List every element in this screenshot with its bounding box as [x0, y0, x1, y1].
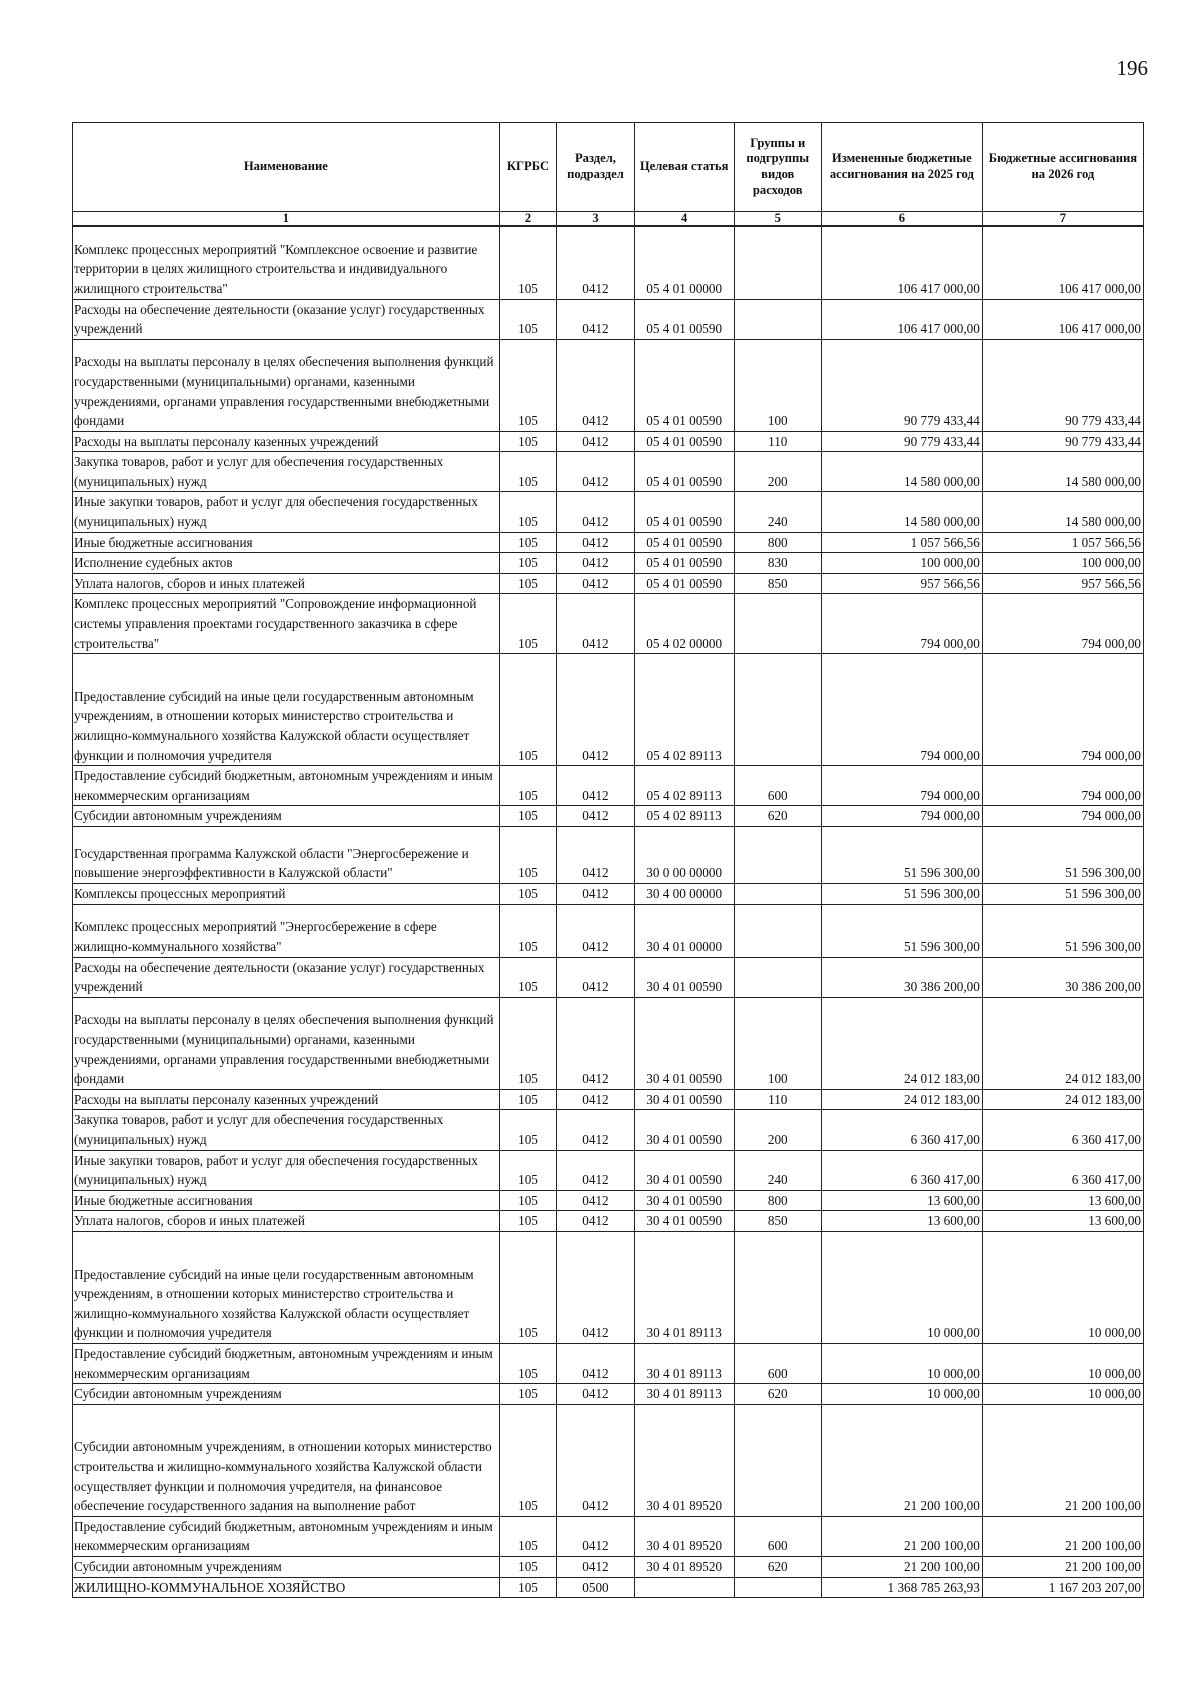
row-kgrbs: 105 — [499, 806, 557, 827]
row-amount-2026: 51 596 300,00 — [982, 904, 1143, 957]
row-target-article: 05 4 02 89113 — [634, 766, 734, 806]
row-kgrbs: 105 — [499, 1343, 557, 1383]
row-amount-2025: 10 000,00 — [821, 1231, 982, 1343]
row-target-article: 30 4 01 89520 — [634, 1556, 734, 1577]
row-name: Иные бюджетные ассигнования — [73, 532, 500, 553]
row-name: Предоставление субсидий бюджетным, автономным учреждениям и иным некоммерческим организациям — [73, 1516, 500, 1556]
row-amount-2025: 100 000,00 — [821, 553, 982, 574]
row-section: 0412 — [557, 957, 634, 997]
row-section: 0412 — [557, 1089, 634, 1110]
row-amount-2025: 24 012 183,00 — [821, 997, 982, 1089]
row-name: Иные закупки товаров, работ и услуг для обеспечения государственных (муниципальных) нужд — [73, 1150, 500, 1190]
row-amount-2026: 90 779 433,44 — [982, 431, 1143, 452]
row-expense-group — [734, 299, 821, 339]
row-expense-group: 800 — [734, 532, 821, 553]
row-name: Комплексы процессных мероприятий — [73, 884, 500, 905]
row-section: 0412 — [557, 1231, 634, 1343]
row-amount-2026: 106 417 000,00 — [982, 226, 1143, 299]
row-name: Предоставление субсидий на иные цели государственным автономным учреждениям, в отношении которых министерство строительства и жилищно-коммунального хозяйства Калужской области осуществляет функции и полномочия учредителя — [73, 654, 500, 766]
row-section: 0412 — [557, 1190, 634, 1211]
row-target-article: 05 4 01 00590 — [634, 573, 734, 594]
table-row — [73, 1150, 1144, 1190]
row-name: Субсидии автономным учреждениям, в отношении которых министерство строительства и жилищно-коммунального хозяйства Калужской области осуществляет функции и полномочия учредителя, на финансовое обеспечение государственного задания на выполнение работ — [73, 1404, 500, 1516]
row-target-article: 05 4 01 00590 — [634, 431, 734, 452]
row-amount-2026: 30 386 200,00 — [982, 957, 1143, 997]
budget-table — [72, 122, 1144, 1598]
row-amount-2025: 106 417 000,00 — [821, 226, 982, 299]
row-kgrbs: 105 — [499, 766, 557, 806]
table-row — [73, 553, 1144, 574]
row-section: 0412 — [557, 884, 634, 905]
table-row — [73, 1110, 1144, 1150]
table-row — [73, 452, 1144, 492]
row-amount-2026: 1 167 203 207,00 — [982, 1577, 1143, 1598]
row-section: 0412 — [557, 1404, 634, 1516]
row-kgrbs: 105 — [499, 452, 557, 492]
row-amount-2025: 13 600,00 — [821, 1211, 982, 1232]
row-amount-2025: 14 580 000,00 — [821, 452, 982, 492]
row-section: 0412 — [557, 904, 634, 957]
row-expense-group: 620 — [734, 1556, 821, 1577]
row-amount-2026: 24 012 183,00 — [982, 997, 1143, 1089]
row-section: 0412 — [557, 431, 634, 452]
row-target-article: 05 4 01 00590 — [634, 452, 734, 492]
table-row — [73, 654, 1144, 766]
table-body — [73, 226, 1144, 1598]
row-name: Иные бюджетные ассигнования — [73, 1190, 500, 1211]
row-amount-2026: 794 000,00 — [982, 766, 1143, 806]
row-amount-2025: 794 000,00 — [821, 806, 982, 827]
col-number: 7 — [982, 212, 1143, 227]
col-header-section: Раздел, подраздел — [557, 123, 634, 212]
row-section: 0412 — [557, 492, 634, 532]
row-target-article: 30 4 01 00590 — [634, 1211, 734, 1232]
row-kgrbs: 105 — [499, 1516, 557, 1556]
row-kgrbs: 105 — [499, 1384, 557, 1405]
row-section: 0412 — [557, 226, 634, 299]
row-expense-group: 600 — [734, 766, 821, 806]
row-target-article: 05 4 01 00000 — [634, 226, 734, 299]
row-section: 0412 — [557, 339, 634, 431]
row-amount-2026: 10 000,00 — [982, 1231, 1143, 1343]
row-amount-2025: 957 566,56 — [821, 573, 982, 594]
row-section: 0412 — [557, 452, 634, 492]
row-amount-2026: 13 600,00 — [982, 1190, 1143, 1211]
table-row — [73, 339, 1144, 431]
row-expense-group — [734, 884, 821, 905]
row-kgrbs: 105 — [499, 827, 557, 884]
row-amount-2026: 51 596 300,00 — [982, 827, 1143, 884]
row-section: 0412 — [557, 1516, 634, 1556]
row-name: Предоставление субсидий бюджетным, автономным учреждениям и иным некоммерческим организациям — [73, 766, 500, 806]
row-amount-2025: 10 000,00 — [821, 1343, 982, 1383]
row-name: Исполнение судебных актов — [73, 553, 500, 574]
row-amount-2026: 24 012 183,00 — [982, 1089, 1143, 1110]
col-header-group: Группы и подгруппы видов расходов — [734, 123, 821, 212]
row-target-article: 05 4 01 00590 — [634, 492, 734, 532]
row-section: 0412 — [557, 1384, 634, 1405]
row-name: Расходы на выплаты персоналу казенных учреждений — [73, 1089, 500, 1110]
row-kgrbs: 105 — [499, 997, 557, 1089]
row-expense-group: 200 — [734, 1110, 821, 1150]
row-expense-group: 800 — [734, 1190, 821, 1211]
row-amount-2025: 51 596 300,00 — [821, 884, 982, 905]
row-name: Комплекс процессных мероприятий "Сопровождение информационной системы управления проектами государственного заказчика в сфере строительства" — [73, 594, 500, 654]
table-row — [73, 1556, 1144, 1577]
row-expense-group: 850 — [734, 1211, 821, 1232]
row-expense-group: 240 — [734, 1150, 821, 1190]
row-expense-group: 100 — [734, 997, 821, 1089]
row-section: 0412 — [557, 594, 634, 654]
row-target-article: 05 4 02 89113 — [634, 654, 734, 766]
row-name: Закупка товаров, работ и услуг для обеспечения государственных (муниципальных) нужд — [73, 1110, 500, 1150]
table-row — [73, 1516, 1144, 1556]
row-kgrbs: 105 — [499, 884, 557, 905]
col-header-amount-2026: Бюджетные ассигнования на 2026 год — [982, 123, 1143, 212]
table-row — [73, 827, 1144, 884]
row-target-article: 30 4 01 89113 — [634, 1231, 734, 1343]
row-amount-2025: 10 000,00 — [821, 1384, 982, 1405]
row-section: 0412 — [557, 573, 634, 594]
column-number-row — [73, 212, 1144, 227]
row-amount-2026: 90 779 433,44 — [982, 339, 1143, 431]
row-amount-2025: 21 200 100,00 — [821, 1516, 982, 1556]
row-kgrbs: 105 — [499, 299, 557, 339]
row-kgrbs: 105 — [499, 492, 557, 532]
row-amount-2026: 14 580 000,00 — [982, 492, 1143, 532]
row-target-article — [634, 1577, 734, 1598]
table-row — [73, 1384, 1144, 1405]
table-row — [73, 299, 1144, 339]
row-amount-2025: 6 360 417,00 — [821, 1110, 982, 1150]
row-name: Государственная программа Калужской области "Энергосбережение и повышение энергоэффективности в Калужской области" — [73, 827, 500, 884]
table-row — [73, 431, 1144, 452]
table-row — [73, 884, 1144, 905]
row-name: Субсидии автономным учреждениям — [73, 1384, 500, 1405]
row-amount-2025: 90 779 433,44 — [821, 339, 982, 431]
row-expense-group — [734, 904, 821, 957]
row-amount-2025: 794 000,00 — [821, 766, 982, 806]
row-amount-2026: 21 200 100,00 — [982, 1516, 1143, 1556]
row-kgrbs: 105 — [499, 226, 557, 299]
row-expense-group — [734, 957, 821, 997]
row-expense-group: 240 — [734, 492, 821, 532]
row-kgrbs: 105 — [499, 1231, 557, 1343]
table-row — [73, 904, 1144, 957]
table-row — [73, 1343, 1144, 1383]
row-expense-group: 830 — [734, 553, 821, 574]
row-target-article: 30 4 01 89520 — [634, 1404, 734, 1516]
row-name: Уплата налогов, сборов и иных платежей — [73, 573, 500, 594]
row-section: 0412 — [557, 1110, 634, 1150]
row-target-article: 30 4 01 89113 — [634, 1384, 734, 1405]
row-expense-group — [734, 594, 821, 654]
table-row — [73, 1231, 1144, 1343]
table-row — [73, 766, 1144, 806]
row-amount-2025: 13 600,00 — [821, 1190, 982, 1211]
row-kgrbs: 105 — [499, 532, 557, 553]
table-row — [73, 1190, 1144, 1211]
row-expense-group — [734, 654, 821, 766]
row-amount-2025: 794 000,00 — [821, 594, 982, 654]
row-section: 0412 — [557, 1150, 634, 1190]
row-amount-2026: 106 417 000,00 — [982, 299, 1143, 339]
row-kgrbs: 105 — [499, 431, 557, 452]
col-header-name: Наименование — [73, 123, 500, 212]
table-row — [73, 226, 1144, 299]
row-name: Субсидии автономным учреждениям — [73, 806, 500, 827]
row-section: 0500 — [557, 1577, 634, 1598]
row-expense-group: 620 — [734, 1384, 821, 1405]
row-kgrbs: 105 — [499, 1211, 557, 1232]
row-amount-2025: 106 417 000,00 — [821, 299, 982, 339]
row-name: Предоставление субсидий на иные цели государственным автономным учреждениям, в отношении которых министерство строительства и жилищно-коммунального хозяйства Калужской области осуществляет функции и полномочия учредителя — [73, 1231, 500, 1343]
row-kgrbs: 105 — [499, 1150, 557, 1190]
row-kgrbs: 105 — [499, 553, 557, 574]
row-amount-2026: 1 057 566,56 — [982, 532, 1143, 553]
row-amount-2025: 90 779 433,44 — [821, 431, 982, 452]
row-section: 0412 — [557, 553, 634, 574]
row-amount-2026: 794 000,00 — [982, 806, 1143, 827]
table-row — [73, 573, 1144, 594]
row-amount-2026: 10 000,00 — [982, 1343, 1143, 1383]
col-number: 1 — [73, 212, 500, 227]
row-amount-2026: 6 360 417,00 — [982, 1110, 1143, 1150]
col-number: 2 — [499, 212, 557, 227]
row-kgrbs: 105 — [499, 594, 557, 654]
row-section: 0412 — [557, 997, 634, 1089]
row-amount-2025: 14 580 000,00 — [821, 492, 982, 532]
row-expense-group: 200 — [734, 452, 821, 492]
row-kgrbs: 105 — [499, 1089, 557, 1110]
table-row — [73, 1577, 1144, 1598]
row-expense-group: 600 — [734, 1343, 821, 1383]
table-row — [73, 806, 1144, 827]
row-kgrbs: 105 — [499, 1577, 557, 1598]
row-section: 0412 — [557, 1211, 634, 1232]
row-amount-2026: 10 000,00 — [982, 1384, 1143, 1405]
row-amount-2026: 6 360 417,00 — [982, 1150, 1143, 1190]
col-number: 4 — [634, 212, 734, 227]
row-amount-2025: 6 360 417,00 — [821, 1150, 982, 1190]
row-target-article: 05 4 01 00590 — [634, 553, 734, 574]
row-expense-group — [734, 1404, 821, 1516]
row-expense-group — [734, 1577, 821, 1598]
row-kgrbs: 105 — [499, 1404, 557, 1516]
row-section: 0412 — [557, 766, 634, 806]
row-section: 0412 — [557, 654, 634, 766]
col-number: 5 — [734, 212, 821, 227]
row-expense-group — [734, 827, 821, 884]
row-target-article: 05 4 01 00590 — [634, 339, 734, 431]
row-target-article: 05 4 02 00000 — [634, 594, 734, 654]
row-name: Комплекс процессных мероприятий "Комплексное освоение и развитие территории в целях жилищного строительства и индивидуального жилищного строительства" — [73, 226, 500, 299]
table-row — [73, 492, 1144, 532]
row-section: 0412 — [557, 1343, 634, 1383]
row-target-article: 30 4 01 00590 — [634, 1150, 734, 1190]
row-name: Комплекс процессных мероприятий "Энергосбережение в сфере жилищно-коммунального хозяйства" — [73, 904, 500, 957]
row-amount-2025: 30 386 200,00 — [821, 957, 982, 997]
row-name: Расходы на обеспечение деятельности (оказание услуг) государственных учреждений — [73, 957, 500, 997]
row-name: Субсидии автономным учреждениям — [73, 1556, 500, 1577]
row-amount-2025: 794 000,00 — [821, 654, 982, 766]
row-amount-2025: 1 057 566,56 — [821, 532, 982, 553]
row-expense-group: 620 — [734, 806, 821, 827]
row-amount-2025: 51 596 300,00 — [821, 904, 982, 957]
row-amount-2025: 21 200 100,00 — [821, 1404, 982, 1516]
row-target-article: 05 4 01 00590 — [634, 299, 734, 339]
row-target-article: 30 0 00 00000 — [634, 827, 734, 884]
row-target-article: 30 4 01 00590 — [634, 1089, 734, 1110]
row-expense-group — [734, 1231, 821, 1343]
row-expense-group: 100 — [734, 339, 821, 431]
row-target-article: 05 4 01 00590 — [634, 532, 734, 553]
row-amount-2026: 51 596 300,00 — [982, 884, 1143, 905]
row-expense-group: 850 — [734, 573, 821, 594]
row-kgrbs: 105 — [499, 1190, 557, 1211]
row-kgrbs: 105 — [499, 904, 557, 957]
row-kgrbs: 105 — [499, 957, 557, 997]
row-target-article: 30 4 01 89113 — [634, 1343, 734, 1383]
row-section: 0412 — [557, 827, 634, 884]
table-row — [73, 1211, 1144, 1232]
row-amount-2026: 794 000,00 — [982, 594, 1143, 654]
row-name: Иные закупки товаров, работ и услуг для обеспечения государственных (муниципальных) нужд — [73, 492, 500, 532]
row-target-article: 30 4 01 00590 — [634, 1110, 734, 1150]
row-target-article: 30 4 01 89520 — [634, 1516, 734, 1556]
row-expense-group: 110 — [734, 1089, 821, 1110]
row-kgrbs: 105 — [499, 1110, 557, 1150]
row-kgrbs: 105 — [499, 573, 557, 594]
row-target-article: 30 4 01 00000 — [634, 904, 734, 957]
row-kgrbs: 105 — [499, 339, 557, 431]
row-expense-group — [734, 226, 821, 299]
row-section: 0412 — [557, 806, 634, 827]
row-target-article: 05 4 02 89113 — [634, 806, 734, 827]
table-row — [73, 997, 1144, 1089]
table-row — [73, 1089, 1144, 1110]
row-amount-2025: 21 200 100,00 — [821, 1556, 982, 1577]
row-target-article: 30 4 01 00590 — [634, 957, 734, 997]
row-name: Уплата налогов, сборов и иных платежей — [73, 1211, 500, 1232]
row-name: Предоставление субсидий бюджетным, автономным учреждениям и иным некоммерческим организациям — [73, 1343, 500, 1383]
row-name: Расходы на обеспечение деятельности (оказание услуг) государственных учреждений — [73, 299, 500, 339]
table-row — [73, 1404, 1144, 1516]
row-amount-2025: 1 368 785 263,93 — [821, 1577, 982, 1598]
row-section: 0412 — [557, 532, 634, 553]
row-target-article: 30 4 00 00000 — [634, 884, 734, 905]
row-amount-2026: 957 566,56 — [982, 573, 1143, 594]
row-amount-2026: 21 200 100,00 — [982, 1404, 1143, 1516]
row-amount-2025: 24 012 183,00 — [821, 1089, 982, 1110]
header-row — [73, 123, 1144, 212]
col-header-amount-2025: Измененные бюджетные ассигнования на 2025 год — [821, 123, 982, 212]
row-kgrbs: 105 — [499, 1556, 557, 1577]
table-header — [73, 123, 1144, 227]
row-amount-2026: 794 000,00 — [982, 654, 1143, 766]
page-number: 196 — [1116, 56, 1148, 80]
row-target-article: 30 4 01 00590 — [634, 1190, 734, 1211]
row-kgrbs: 105 — [499, 654, 557, 766]
table-row — [73, 532, 1144, 553]
row-amount-2026: 13 600,00 — [982, 1211, 1143, 1232]
row-amount-2026: 21 200 100,00 — [982, 1556, 1143, 1577]
col-number: 6 — [821, 212, 982, 227]
row-amount-2026: 100 000,00 — [982, 553, 1143, 574]
col-header-target: Целевая статья — [634, 123, 734, 212]
row-name: Расходы на выплаты персоналу в целях обеспечения выполнения функций государственными (муниципальными) органами, казенными учреждениями, органами управления государственными внебюджетными фондами — [73, 997, 500, 1089]
col-header-kgrbs: КГРБС — [499, 123, 557, 212]
col-number: 3 — [557, 212, 634, 227]
table-row — [73, 957, 1144, 997]
row-amount-2026: 14 580 000,00 — [982, 452, 1143, 492]
row-amount-2025: 51 596 300,00 — [821, 827, 982, 884]
row-section: 0412 — [557, 299, 634, 339]
row-section: 0412 — [557, 1556, 634, 1577]
row-name: ЖИЛИЩНО-КОММУНАЛЬНОЕ ХОЗЯЙСТВО — [73, 1577, 500, 1598]
row-name: Расходы на выплаты персоналу казенных учреждений — [73, 431, 500, 452]
row-name: Расходы на выплаты персоналу в целях обеспечения выполнения функций государственными (муниципальными) органами, казенными учреждениями, органами управления государственными внебюджетными фондами — [73, 339, 500, 431]
row-name: Закупка товаров, работ и услуг для обеспечения государственных (муниципальных) нужд — [73, 452, 500, 492]
row-expense-group: 600 — [734, 1516, 821, 1556]
row-expense-group: 110 — [734, 431, 821, 452]
row-target-article: 30 4 01 00590 — [634, 997, 734, 1089]
table-row — [73, 594, 1144, 654]
